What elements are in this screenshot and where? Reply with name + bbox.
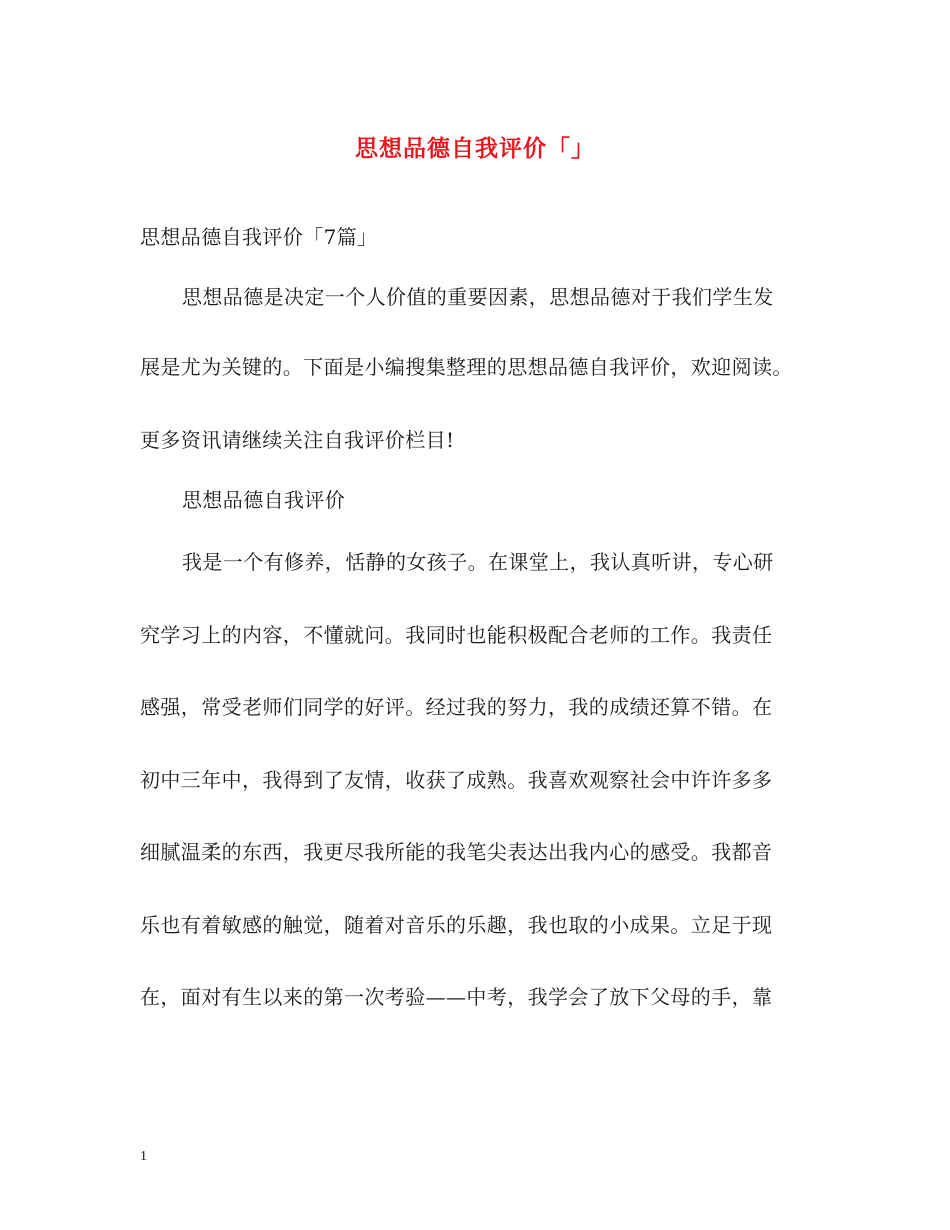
body-line: 感强，常受老师们同学的好评。经过我的努力，我的成绩还算不错。在 <box>140 695 773 719</box>
document-title: 思想品德自我评价「」 <box>355 135 595 162</box>
intro-line: 更多资讯请继续关注自我评价栏目! <box>140 428 455 452</box>
document-subtitle: 思想品德自我评价「7篇」 <box>140 225 378 249</box>
body-line: 初中三年中，我得到了友情，收获了成熟。我喜欢观察社会中许许多多 <box>140 768 773 792</box>
body-line: 究学习上的内容，不懂就问。我同时也能积极配合老师的工作。我责任 <box>140 623 773 647</box>
page-number: 1 <box>140 1149 147 1164</box>
body-line: 我是一个有修养，恬静的女孩子。在课堂上，我认真听讲，专心研 <box>182 550 774 574</box>
section-heading: 思想品德自我评价 <box>182 488 346 512</box>
intro-line: 思想品德是决定一个人价值的重要因素，思想品德对于我们学生发 <box>182 285 774 309</box>
body-line: 细腻温柔的东西，我更尽我所能的我笔尖表达出我内心的感受。我都音 <box>140 840 773 864</box>
body-line: 在，面对有生以来的第一次考验——中考，我学会了放下父母的手，靠 <box>140 985 773 1009</box>
intro-line: 展是尤为关键的。下面是小编搜集整理的思想品德自我评价，欢迎阅读。 <box>140 355 793 379</box>
body-line: 乐也有着敏感的触觉，随着对音乐的乐趣，我也取的小成果。立足于现 <box>140 913 773 937</box>
